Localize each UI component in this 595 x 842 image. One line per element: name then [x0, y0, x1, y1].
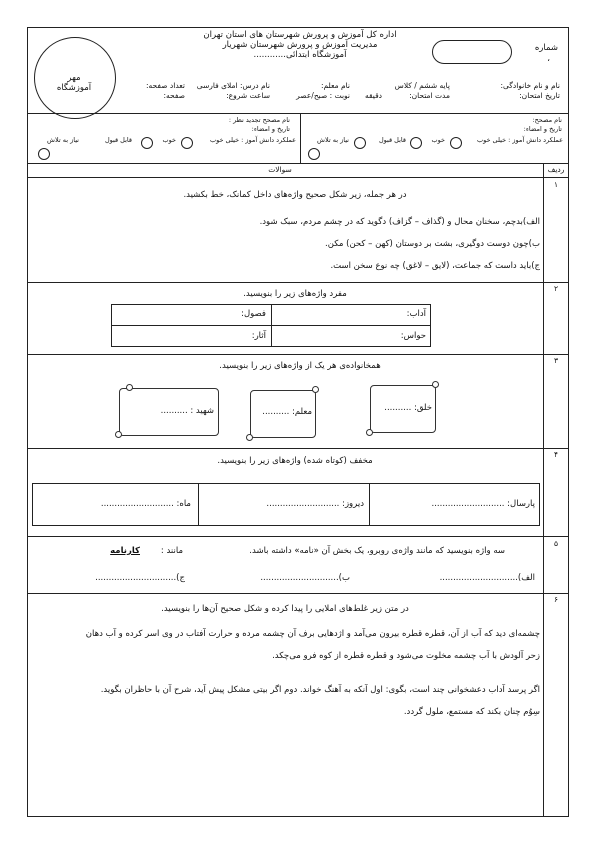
corrector-scale-label: عملکرد دانش آموز : خیلی خوب [476, 136, 563, 144]
scroll-curl [246, 434, 253, 441]
passage-2-line-1: اگر پرسد آداب دعشخوانی چند است، بگوی: اول آنکه به آهنگ خواند. دوم اگر بیتی مشکل پیش آید، شرح آن با حاظران بگوید. [100, 685, 540, 695]
revision-name: نام مصحح تجدید نظر : [228, 116, 290, 124]
passage-1-line-1: چشمه‌ای دید که آب از آن، قطره قطره بیرون می‌آمد و اژدهایی برف آن چشمه مرده و حرارت آفتاب در وی اسر کرده و آب دهان [85, 629, 540, 639]
example-prefix: مانند : [160, 546, 183, 556]
revision-sign: تاریخ و امضاء: [251, 125, 290, 133]
scroll-curl [126, 384, 133, 391]
question-1-line-c: ج)باید داست که جماعت، (لایق – لاغق) چه نوع سخن است. [330, 261, 540, 271]
passage-1-line-2: زحر آلودش با آب چشمه مخلوت می‌شود و قطره قطره از کوه فرو می‌چکد. [272, 651, 540, 661]
questions-header: سوالات [268, 165, 292, 174]
header-line-1: اداره کل آموزش و پرورش شهرستان های استان تهران [203, 30, 397, 40]
row-header: ردیف [547, 165, 565, 174]
revision-good-label: خوب [162, 136, 176, 144]
word-cell-label: فصول: [241, 309, 266, 319]
page-label: صفحه: [163, 91, 185, 100]
answer-blank-b[interactable]: ب)............................. [260, 573, 350, 583]
answer-blank-c[interactable]: ج).............................. [95, 573, 185, 583]
divider [27, 177, 569, 178]
divider [300, 113, 301, 163]
scroll-label-3: شهید : .......... [160, 406, 214, 416]
grade-class-label: پایه ششم / کلاس [394, 81, 450, 90]
minutes-label: دقیقه [364, 91, 382, 100]
subject-label: نام درس: املای فارسی [196, 81, 270, 90]
header-line-2: مدیریت آموزش و پرورش شهرستان شهریار [222, 40, 378, 50]
revision-verygood-radio[interactable] [181, 137, 193, 149]
divider [27, 593, 569, 594]
abbrev-cell-label: پارسال: ........................... [431, 499, 535, 509]
student-name-label: نام و نام خانوادگی: [500, 81, 560, 90]
scroll-curl [432, 381, 439, 388]
scroll-curl [115, 431, 122, 438]
question-6-title: در متن زیر غلط‌های املایی را پیدا کرده و شکل صحیح آن‌ها را بنویسید. [161, 604, 409, 614]
answer-blank-a[interactable]: الف)............................. [439, 573, 535, 583]
scroll-label-1: خلق: .......... [384, 403, 432, 413]
corrector-verygood-radio[interactable] [450, 137, 462, 149]
example-word: کارنامه [110, 546, 140, 556]
revision-scale-label: عملکرد دانش آموز : خیلی خوب [209, 136, 296, 144]
header-line-3: آموزشگاه ابتدائی............ [253, 50, 347, 60]
word-cell-label: آثار: [251, 331, 266, 341]
abbrev-cell-label: ماه: ........................... [100, 499, 191, 509]
word-cell-label: آداب: [406, 309, 426, 319]
question-2-title: مفرد واژه‌های زیر را بنویسید. [243, 289, 347, 299]
abbrev-cell-label: دیروز: ........................... [266, 499, 364, 509]
revision-needs-effort-label: نیاز به تلاش [47, 136, 79, 144]
exam-number-field[interactable] [432, 40, 512, 64]
question-number-6: ۶ [553, 595, 559, 604]
divider [27, 354, 569, 355]
question-1-line-b: ب)چون دوست دوگیری، بشت بر دوستان (کهن – کحن) مکن. [325, 239, 540, 249]
pages-count-label: تعداد صفحه: [145, 81, 185, 90]
corrector-good-radio[interactable] [410, 137, 422, 149]
divider [27, 536, 569, 537]
question-number-2: ۲ [553, 284, 559, 293]
divider [27, 163, 569, 164]
passage-2-line-2: سِوُم چنان بکند که مستمع، ملول گردد. [403, 707, 540, 717]
corrector-needs-effort-radio[interactable] [308, 148, 320, 160]
question-5-title: سه واژه بنویسید که مانند واژه‌ی روبرو، یک بخش آن «نامه» داشته باشد. [249, 546, 505, 556]
divider [198, 483, 199, 526]
seal-line-1: مهر [67, 73, 81, 83]
question-number-5: ۵ [553, 539, 559, 548]
revision-good-radio[interactable] [141, 137, 153, 149]
question-number-4: ۴ [553, 450, 559, 459]
exam-number-label: شماره [534, 43, 558, 53]
corrector-name: نام مصحح: [532, 116, 562, 124]
question-number-1: ۱ [553, 180, 559, 189]
shift-label: نوبت : صبح/عصر [296, 91, 350, 100]
question-number-3: ۳ [553, 356, 559, 365]
scroll-curl [366, 429, 373, 436]
question-1-line-a: الف)بدچم، سخنان محال و (گذاف – گزاف) دگوید که در چشم مردم، سبک شود. [259, 217, 540, 227]
scroll-curl [312, 386, 319, 393]
start-time-label: ساعت شروع: [226, 91, 270, 100]
question-1-title: در هر جمله، زیر شکل صحیح واژه‌های داخل کمانک، خط بکشید. [183, 190, 407, 200]
revision-acceptable-label: قابل قبول [104, 136, 132, 144]
scroll-label-2: معلم: .......... [262, 407, 312, 417]
revision-needs-effort-radio[interactable] [38, 148, 50, 160]
divider [369, 483, 370, 526]
exam-number-sub: ، [547, 54, 550, 64]
corrector-acceptable-label: قابل قبول [378, 136, 406, 144]
duration-label: مدت امتحان: [409, 91, 450, 100]
corrector-good-label: خوب [431, 136, 445, 144]
word-cell-label: حواس: [400, 331, 426, 341]
row-column-divider [543, 163, 544, 817]
corrector-sign: تاریخ و امضاء: [523, 125, 562, 133]
divider [27, 448, 569, 449]
question-4-title: مخفف (کوتاه شده) واژه‌های زیر را بنویسید. [217, 456, 373, 466]
exam-date-label: تاریخ امتحان: [519, 91, 560, 100]
corrector-acceptable-radio[interactable] [354, 137, 366, 149]
divider [27, 282, 569, 283]
teacher-label: نام معلم: [320, 81, 350, 90]
seal-line-2: آموزشگاه [56, 83, 92, 93]
divider [27, 113, 569, 114]
corrector-needs-effort-label: نیاز به تلاش [317, 136, 349, 144]
question-3-title: همخانواده‌ی هر یک از واژه‌های زیر را بنویسید. [219, 361, 381, 371]
